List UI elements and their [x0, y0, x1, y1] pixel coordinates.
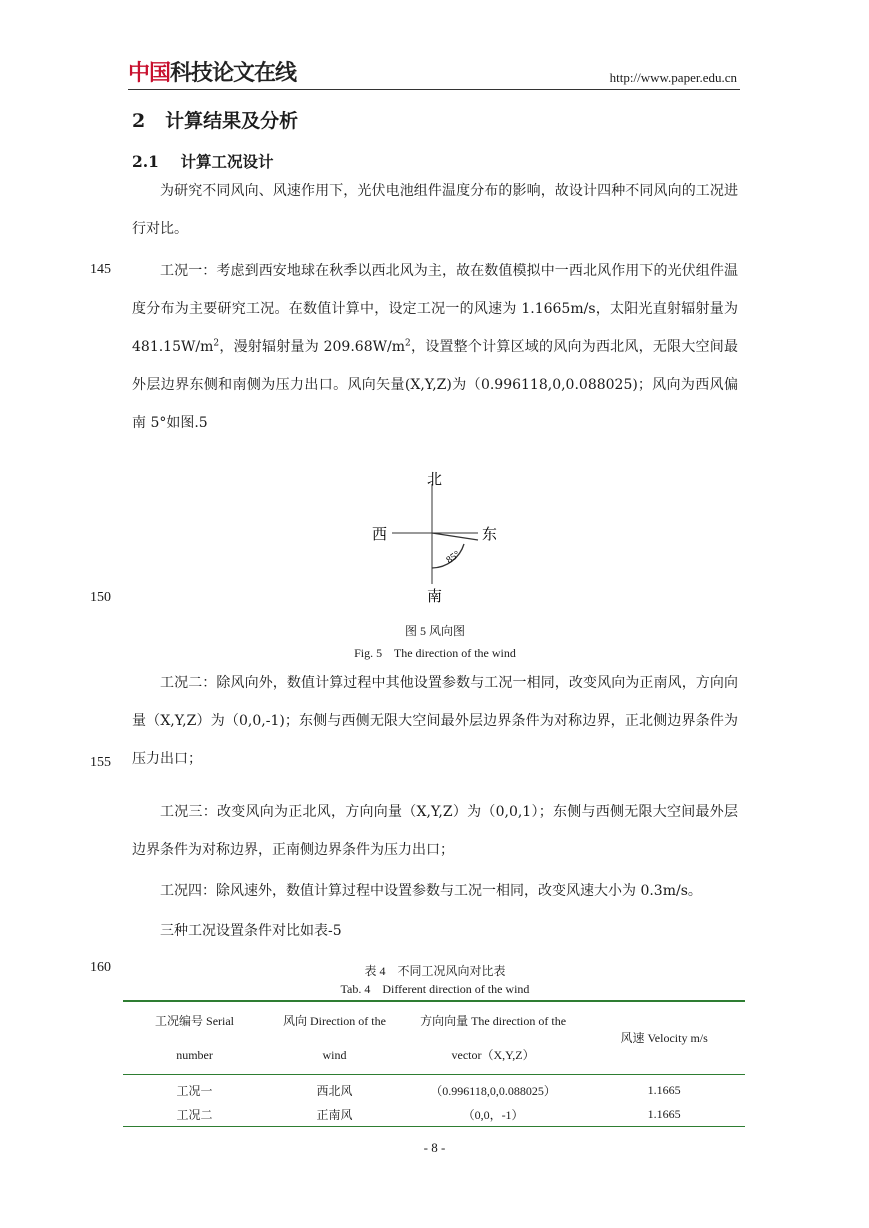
- header-serial-line2: number: [176, 1048, 213, 1062]
- case1-text-a: 工况一：考虑到西安地球在秋季以西北风为主，故在数值模拟中一西北风作用下的光伏组件温度分布为主要研究工况。在数值计算中，设定工况一的风速为 1.1665m/s，太阳光直射辐射量为 481.15W/m: [132, 263, 738, 355]
- east-label: 东: [482, 525, 498, 543]
- wind-comparison-table: [123, 1000, 745, 1127]
- line-number-150: 150: [90, 590, 111, 605]
- case4-paragraph: [132, 872, 738, 910]
- line-number-155: 155: [90, 755, 111, 770]
- table-cell: （0,0，-1）: [403, 1102, 583, 1127]
- north-label: 北: [427, 470, 443, 488]
- case1-text-b: ，漫射辐射量为 209.68W/m: [219, 339, 405, 355]
- header-serial: [123, 1001, 266, 1075]
- case1-paragraph: [132, 252, 738, 442]
- wind-vector: [432, 533, 478, 540]
- wind-direction-figure: [360, 466, 510, 606]
- case1-sup1: 2: [213, 338, 220, 349]
- angle-label: 85°: [444, 548, 463, 567]
- case2-text: 工况二：除风向外，数值计算过程中其他设置参数与工况一相同，改变风向为正南风，方向向量（X,Y,Z）为（0,0,-1)；东侧与西侧无限大空间最外层边界条件为对称边界，正北侧边界条件为压力出口；: [132, 675, 738, 767]
- table-header-row: [123, 1001, 745, 1075]
- table-row: [123, 1075, 745, 1103]
- header-direction-line2: wind: [322, 1048, 347, 1062]
- west-label: 西: [372, 525, 388, 543]
- subsection-title: 2.1 计算工况设计: [132, 152, 274, 171]
- intro-text: 为研究不同风向、风速作用下，光伏电池组件温度分布的影响，故设计四种不同风向的工况进行对比。: [132, 183, 738, 237]
- table-cell: 正南风: [266, 1102, 403, 1127]
- case3-text: 工况三：改变风向为正北风，方向向量（X,Y,Z）为（0,0,1）；东侧与西侧无限大空间最外层边界条件为对称边界，正南侧边界条件为压力出口；: [132, 804, 738, 858]
- table-row: [123, 1102, 745, 1127]
- table-caption-cn: 表 4 不同工况风向对比表: [364, 964, 506, 978]
- table-cell: 工况一: [123, 1075, 266, 1103]
- section-title: 2 计算结果及分析: [132, 110, 299, 132]
- south-label: 南: [427, 587, 443, 605]
- header-url[interactable]: http://www.paper.edu.cn: [609, 70, 737, 85]
- case1-sup2: 2: [405, 338, 411, 349]
- table-caption-en: Tab. 4 Different direction of the wind: [340, 982, 530, 996]
- figure-caption-cn: 图 5 风向图: [404, 624, 465, 638]
- header-vector-line1: 方向向量 The direction of the: [420, 1014, 567, 1028]
- compare-text: 三种工况设置条件对比如表-5: [160, 923, 342, 939]
- logo-dark-text: 科技论文在线: [170, 61, 297, 86]
- header-direction: [266, 1001, 403, 1075]
- header-direction-line1: 风向 Direction of the: [282, 1014, 386, 1028]
- figure-caption-en: Fig. 5 The direction of the wind: [354, 646, 516, 660]
- line-number-145: 145: [90, 262, 111, 277]
- header-serial-line1: 工况编号 Serial: [155, 1014, 235, 1028]
- journal-logo: [128, 60, 296, 88]
- header-vector: [403, 1001, 583, 1075]
- case1-text-c: ，设置整个计算区域的风向为西北风，无限大空间最外层边界东侧和南侧为压力出口。风向矢量(X,Y,Z)为（0.996118,0,0.088025)；风向为西风偏南 5°如图.5: [132, 339, 739, 431]
- header-velocity: [583, 1001, 745, 1075]
- table-cell: 工况二: [123, 1102, 266, 1127]
- table-cell: 西北风: [266, 1075, 403, 1103]
- header-vector-line2: vector（X,Y,Z）: [451, 1048, 535, 1062]
- intro-paragraph: [132, 172, 738, 248]
- case3-paragraph: [132, 793, 738, 869]
- case2-paragraph: [132, 664, 738, 778]
- table-cell: （0.996118,0,0.088025）: [403, 1075, 583, 1103]
- line-number-160: 160: [90, 960, 111, 975]
- case4-text: 工况四：除风速外，数值计算过程中设置参数与工况一相同，改变风速大小为 0.3m/s。: [160, 883, 702, 899]
- header-rule: [128, 89, 740, 90]
- compare-paragraph: [132, 912, 738, 950]
- page-number: - 8 -: [423, 1140, 446, 1155]
- table-cell: 1.1665: [583, 1102, 745, 1127]
- header-velocity-line1: 风速 Velocity m/s: [620, 1031, 708, 1045]
- table-cell: 1.1665: [583, 1075, 745, 1103]
- logo-red-text: 中国: [128, 61, 171, 86]
